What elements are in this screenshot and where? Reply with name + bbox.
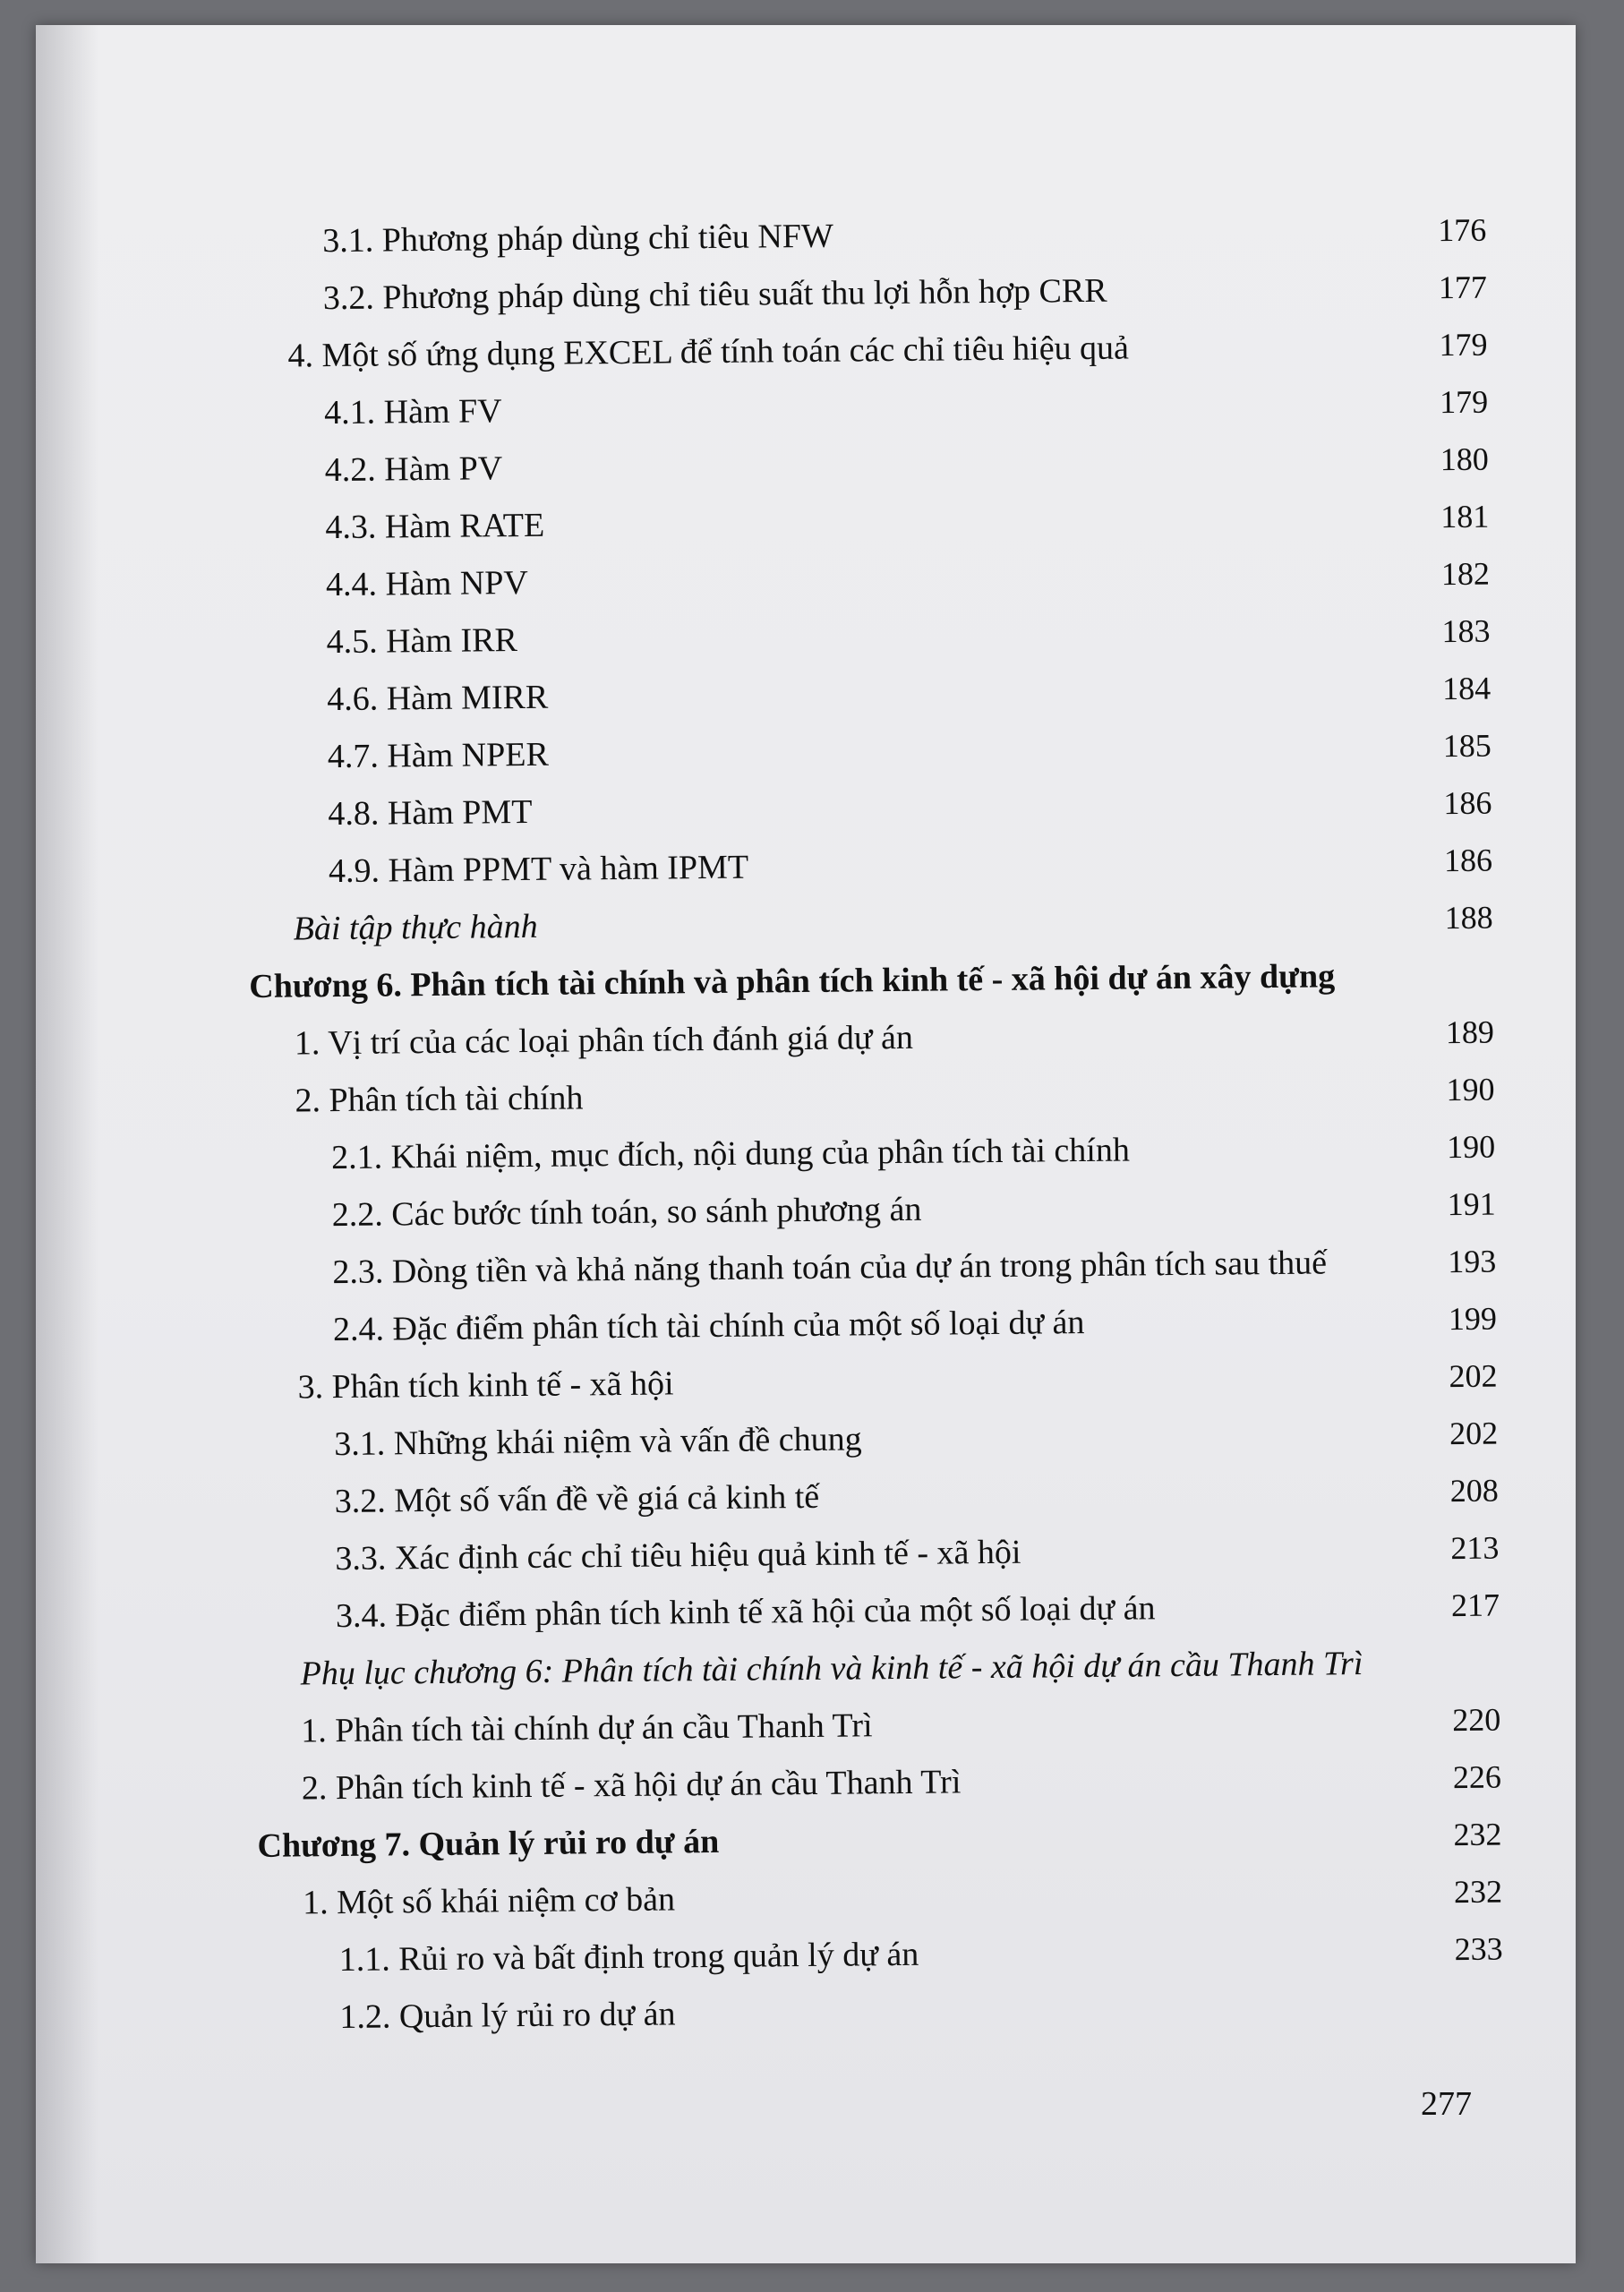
toc-entry: 3. Phân tích kinh tế - xã hội 202 — [297, 1357, 1498, 1407]
toc-entry: 4.4. Hàm NPV 182 — [325, 555, 1491, 604]
toc-entry: 4.3. Hàm RATE 181 — [325, 498, 1490, 547]
toc-entry: Phụ lục chương 6: Phân tích tài chính và kinh tế - xã hội dự án cầu Thanh Trì — [300, 1645, 1363, 1693]
toc-entry: 2.4. Đặc điểm phân tích tài chính của một số loại dự án 199 — [332, 1300, 1498, 1349]
table-of-contents — [242, 201, 1504, 2047]
toc-entry: 1. Một số khái niệm cơ bản 232 — [302, 1873, 1503, 1922]
toc-entry: Bài tập thực hành 188 — [293, 899, 1493, 948]
toc-entry: 4.2. Hàm PV 180 — [324, 440, 1489, 490]
toc-entry: 1.2. Quản lý rủi ro dự án — [339, 1995, 676, 2037]
toc-entry: 1.1. Rủi ro và bất định trong quản lý dự án 233 — [338, 1930, 1503, 1980]
toc-entry: 1. Vị trí của các loại phân tích đánh giá dự án 189 — [294, 1013, 1495, 1063]
toc-entry: 2.2. Các bước tính toán, so sánh phương án 191 — [331, 1185, 1496, 1235]
toc-entry: 3.4. Đặc điểm phân tích kinh tế xã hội của một số loại dự án 217 — [335, 1586, 1500, 1636]
toc-entry: 3.1. Phương pháp dùng chỉ tiêu NFW 176 — [322, 211, 1487, 261]
page-number: 277 — [1421, 2085, 1472, 2123]
toc-entry: 4.1. Hàm FV 179 — [323, 383, 1489, 432]
toc-entry: 4.8. Hàm PMT 186 — [328, 784, 1492, 834]
chapter-heading: Chương 6. Phân tích tài chính và phân tích kinh tế - xã hội dự án xây dựng — [249, 957, 1336, 1005]
toc-entry: 2.3. Dòng tiền và khả năng thanh toán của dự án trong phân tích sau thuế 193 — [332, 1243, 1497, 1292]
toc-entry: 3.3. Xác định các chỉ tiêu hiệu quả kinh tế - xã hội 213 — [335, 1529, 1500, 1578]
toc-entry: 4. Một số ứng dụng EXCEL để tính toán các chỉ tiêu hiệu quả 179 — [287, 326, 1488, 375]
toc-entry: 2. Phân tích tài chính 190 — [295, 1071, 1495, 1120]
page-gutter-shadow — [36, 25, 98, 2263]
toc-entry: 1. Phân tích tài chính dự án cầu Thanh Trì 220 — [301, 1701, 1501, 1750]
toc-entry: 2.1. Khái niệm, mục đích, nội dung của phân tích tài chính 190 — [330, 1128, 1496, 1177]
book-page — [36, 25, 1576, 2263]
chapter-heading: Chương 7. Quản lý rủi ro dự án 232 — [257, 1816, 1502, 1865]
toc-entry: 2. Phân tích kinh tế - xã hội dự án cầu Thanh Trì 226 — [301, 1758, 1502, 1808]
toc-entry: 3.2. Một số vấn đề về giá cả kinh tế 208 — [334, 1472, 1499, 1521]
toc-entry: 4.5. Hàm IRR 183 — [326, 612, 1491, 662]
toc-entry: 4.6. Hàm MIRR 184 — [327, 670, 1492, 719]
toc-entry: 3.2. Phương pháp dùng chỉ tiêu suất thu lợi hỗn hợp CRR 177 — [322, 269, 1488, 318]
toc-entry: 4.7. Hàm NPER 185 — [327, 727, 1492, 776]
toc-entry: 3.1. Những khái niệm và vấn đề chung 202 — [334, 1415, 1499, 1464]
toc-entry: 4.9. Hàm PPMT và hàm IPMT 186 — [328, 842, 1493, 891]
